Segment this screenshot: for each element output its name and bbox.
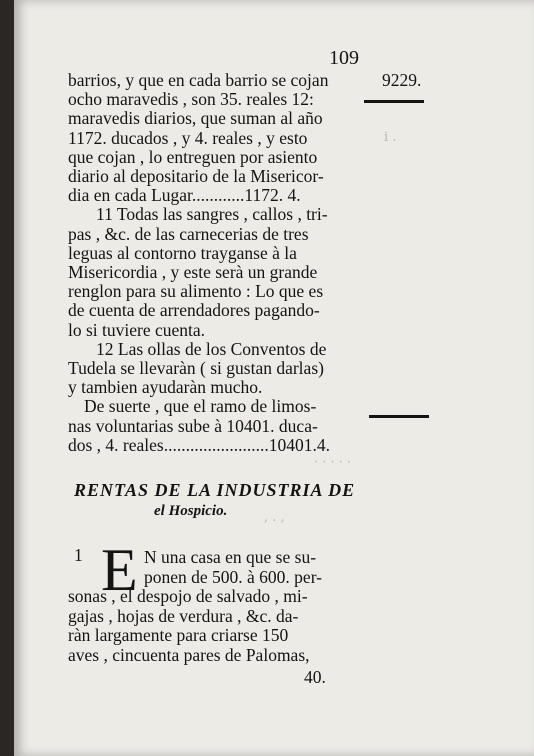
page-number: 109 (329, 47, 359, 69)
text-line: barrios, y que en cada barrio se cojan (68, 70, 329, 90)
text-line: Misericordia , y este serà un grande (68, 262, 318, 282)
text-line: diario al depositario de la Misericor- (68, 166, 324, 186)
bleed-through-text: · · · · · (314, 455, 352, 470)
marginal-rule (369, 415, 429, 418)
text-line: dos , 4. reales........................10401.4. (68, 434, 330, 455)
text-line: lo si tuviere cuenta. (68, 319, 206, 340)
bleed-through-text: , . , (264, 510, 285, 525)
marginal-total: 9229. (382, 70, 422, 90)
body-line: ràn largamente para criarse 150 (68, 625, 289, 645)
bleed-through-text: i . (384, 130, 397, 145)
text-line: que cojan , lo entreguen por asiento (68, 146, 318, 167)
text-line: 12 Las ollas de los Conventos de (96, 338, 327, 359)
section-subtitle: el Hospicio. (154, 503, 228, 519)
text-line: Tudela se llevaràn ( si gustan darlas) (68, 358, 324, 378)
text-line: 1172. ducados , y 4. reales , y esto (68, 127, 308, 148)
text-line: pas , &c. de las carnecerias de tres (68, 223, 309, 244)
drop-cap: E (101, 537, 138, 603)
book-page (14, 0, 534, 756)
paragraph-number: 1 (74, 545, 83, 565)
body-line: aves , cincuenta pares de Palomas, (68, 644, 310, 665)
body-line: sonas , el despojo de salvado , mi- (68, 586, 308, 606)
text-line: dia en cada Lugar............1172. 4. (68, 185, 301, 206)
marginal-rule (364, 100, 424, 103)
body-line: gajas , hojas de verdura , &c. da- (68, 605, 299, 626)
text-line: De suerte , que el ramo de limos- (84, 396, 317, 417)
text-line: maravedis diarios, que suman al año (68, 108, 323, 129)
text-line: de cuenta de arrendadores pagando- (68, 300, 320, 321)
text-line: nas voluntarias sube à 10401. duca- (68, 415, 318, 436)
text-line: ocho maravedis , son 35. reales 12: (68, 89, 314, 110)
text-line: leguas al contorno trayganse à la (68, 242, 297, 263)
section-title: RENTAS DE LA INDUSTRIA DE (74, 480, 356, 500)
text-line: y tambien ayudaràn mucho. (68, 377, 263, 398)
text-line: renglon para su alimento : Lo que es (68, 281, 324, 302)
body-line: N una casa en que se su- (144, 547, 317, 567)
catchword: 40. (304, 667, 326, 687)
text-line: 11 Todas las sangres , callos , tri- (96, 204, 328, 225)
body-line: ponen de 500. à 600. per- (144, 566, 322, 587)
